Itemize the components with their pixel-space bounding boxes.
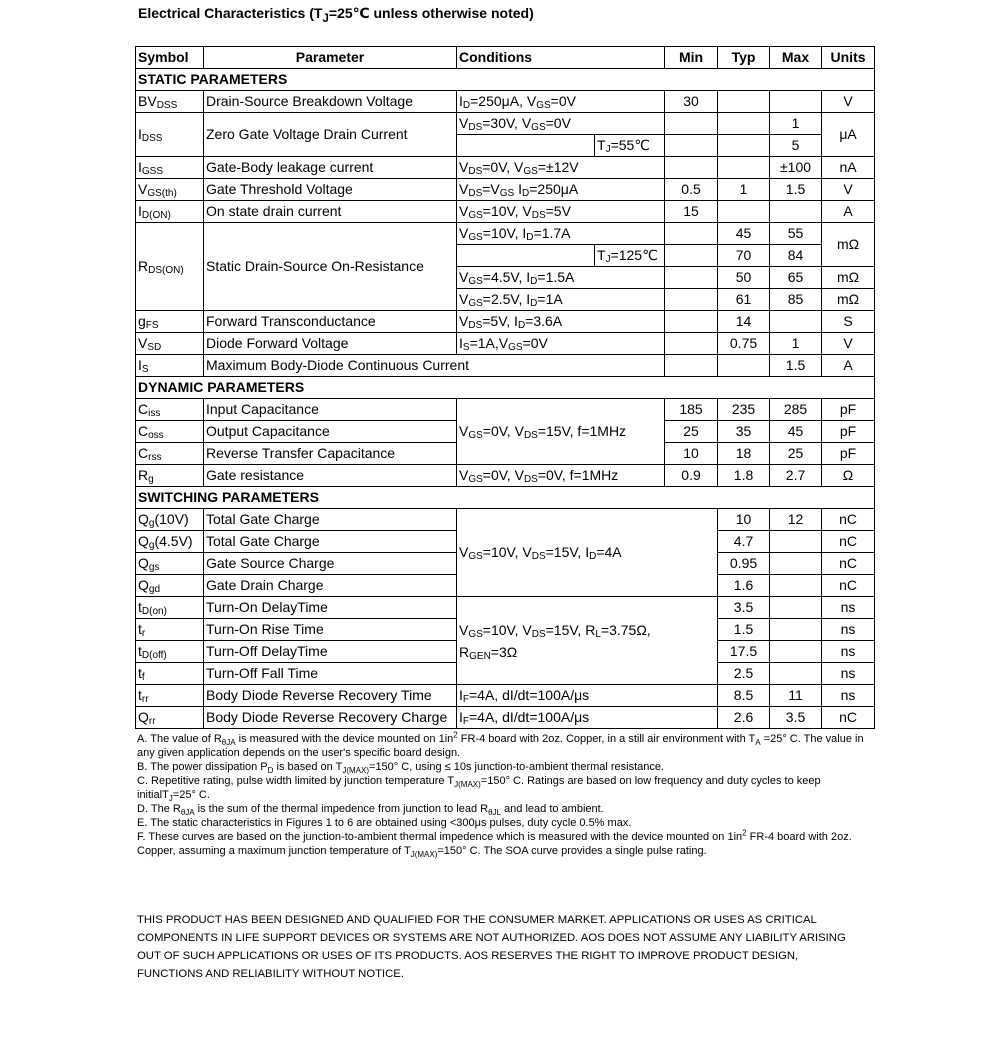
- parameter-cell: Turn-On Rise Time: [204, 619, 457, 641]
- typ-cell: 1.8: [718, 465, 770, 487]
- max-cell: 1.5: [770, 355, 822, 377]
- table-row: [136, 355, 875, 377]
- parameter-cell: Static Drain-Source On-Resistance: [204, 223, 457, 311]
- parameter-cell: Zero Gate Voltage Drain Current: [204, 113, 457, 157]
- parameter-cell: Input Capacitance: [204, 399, 457, 421]
- table-row: [136, 597, 875, 619]
- conditions-cell: $I_F=4A$, dI/dt=100A/μs: [457, 707, 718, 729]
- max-cell: 45: [770, 421, 822, 443]
- table-row: [136, 311, 875, 333]
- symbol-cell: $R_g$: [136, 465, 204, 487]
- max-cell: [770, 597, 822, 619]
- table-row: [136, 179, 875, 201]
- symbol-cell: $V_{GS(th)}$: [136, 179, 204, 201]
- typ-cell: 0.95: [718, 553, 770, 575]
- parameter-cell: Output Capacitance: [204, 421, 457, 443]
- max-cell: [770, 553, 822, 575]
- header-symbol: Symbol: [136, 47, 204, 69]
- table-row: [136, 223, 875, 245]
- symbol-cell: $Q_g(10V)$: [136, 509, 204, 531]
- typ-cell: [718, 91, 770, 113]
- parameter-cell: Gate Threshold Voltage: [204, 179, 457, 201]
- min-cell: 30: [665, 91, 718, 113]
- symbol-cell: $C_{iss}$: [136, 399, 204, 421]
- min-cell: [665, 157, 718, 179]
- section-dynamic: DYNAMIC PARAMETERS: [136, 377, 875, 399]
- units-cell: ns: [822, 685, 875, 707]
- header-min: Min: [665, 47, 718, 69]
- min-cell: 10: [665, 443, 718, 465]
- units-cell: pF: [822, 443, 875, 465]
- units-cell: ns: [822, 641, 875, 663]
- table-row: [136, 685, 875, 707]
- symbol-cell: $V_{SD}$: [136, 333, 204, 355]
- footnote-e: E. The static characteristics in Figures 1 to 6 are obtained using <300μs pulses, duty cycle 0.5% max.: [137, 817, 632, 829]
- units-cell: V: [822, 179, 875, 201]
- conditions-cell: $V_{GS}=10V$, $I_D=1.7A$: [457, 223, 665, 245]
- min-cell: 0.9: [665, 465, 718, 487]
- conditions-cell: $V_{GS}=10V$, $V_{DS}=15V$, $I_D=4A$: [457, 509, 718, 597]
- max-cell: 85: [770, 289, 822, 311]
- units-cell: nC: [822, 575, 875, 597]
- max-cell: [770, 619, 822, 641]
- typ-cell: 50: [718, 267, 770, 289]
- section-switching: SWITCHING PARAMETERS: [136, 487, 875, 509]
- typ-cell: 1.6: [718, 575, 770, 597]
- switch-conditions-line2: $R_{GEN}=3\Omega$: [459, 643, 518, 662]
- electrical-characteristics-table: [135, 46, 875, 729]
- symbol-cell: $Q_{gd}$: [136, 575, 204, 597]
- header-units: Units: [822, 47, 875, 69]
- parameter-cell: Body Diode Reverse Recovery Charge: [204, 707, 457, 729]
- min-cell: 185: [665, 399, 718, 421]
- footnote-b: B. The power dissipation $P_D$ is based on $T_{J(MAX)}=150^\circ$ C, using ≤ 10s junction-to-ambient thermal resistance.: [137, 761, 665, 776]
- max-cell: 285: [770, 399, 822, 421]
- parameter-cell: Turn-Off DelayTime: [204, 641, 457, 663]
- max-cell: [770, 201, 822, 223]
- parameter-cell: Reverse Transfer Capacitance: [204, 443, 457, 465]
- symbol-cell: $C_{oss}$: [136, 421, 204, 443]
- min-cell: 15: [665, 201, 718, 223]
- max-cell: 1: [770, 333, 822, 355]
- min-cell: 0.5: [665, 179, 718, 201]
- typ-cell: 45: [718, 223, 770, 245]
- min-cell: 25: [665, 421, 718, 443]
- units-cell: A: [822, 355, 875, 377]
- header-conditions: Conditions: [457, 47, 665, 69]
- typ-cell: 2.6: [718, 707, 770, 729]
- symbol-cell: $I_{GSS}$: [136, 157, 204, 179]
- typ-cell: 17.5: [718, 641, 770, 663]
- table-row: [136, 157, 875, 179]
- typ-cell: [718, 201, 770, 223]
- units-cell: Ω: [822, 465, 875, 487]
- conditions-cell: $V_{GS}=0V$, $V_{DS}=0V$, f=1MHz: [457, 465, 665, 487]
- header-parameter: Parameter: [204, 47, 457, 69]
- max-cell: [770, 663, 822, 685]
- max-cell: 2.7: [770, 465, 822, 487]
- conditions-cell: $I_D=250\mu A$, $V_{GS}=0V$: [457, 91, 665, 113]
- table-row: [136, 201, 875, 223]
- typ-cell: 2.5: [718, 663, 770, 685]
- min-cell: [665, 245, 718, 267]
- parameter-cell: Drain-Source Breakdown Voltage: [204, 91, 457, 113]
- table-row: [136, 399, 875, 421]
- max-cell: [770, 91, 822, 113]
- units-cell: ns: [822, 663, 875, 685]
- table-row: [136, 707, 875, 729]
- parameter-cell: Maximum Body-Diode Continuous Current: [204, 355, 665, 377]
- max-cell: 55: [770, 223, 822, 245]
- typ-cell: 35: [718, 421, 770, 443]
- parameter-cell: Body Diode Reverse Recovery Time: [204, 685, 457, 707]
- symbol-cell: $t_r$: [136, 619, 204, 641]
- min-cell: [665, 267, 718, 289]
- conditions-cell: $V_{GS}=0V$, $V_{DS}=15V$, f=1MHz: [457, 399, 665, 465]
- conditions-cell: $V_{GS}=4.5V$, $I_D=1.5A$: [457, 267, 665, 289]
- header-row: [136, 47, 875, 69]
- symbol-cell: $I_{DSS}$: [136, 113, 204, 157]
- min-cell: [665, 289, 718, 311]
- parameter-cell: Forward Transconductance: [204, 311, 457, 333]
- typ-cell: 235: [718, 399, 770, 421]
- min-cell: [665, 333, 718, 355]
- conditions-cell: [457, 597, 718, 685]
- min-cell: [665, 113, 718, 135]
- table-row: [136, 509, 875, 531]
- max-cell: 5: [770, 135, 822, 157]
- conditions-cell: $V_{DS}=5V$, $I_D=3.6A$: [457, 311, 665, 333]
- typ-cell: [718, 355, 770, 377]
- parameter-cell: Diode Forward Voltage: [204, 333, 457, 355]
- conditions-cell: $I_S=1A,V_{GS}=0V$: [457, 333, 665, 355]
- max-cell: 11: [770, 685, 822, 707]
- parameter-cell: Turn-On DelayTime: [204, 597, 457, 619]
- symbol-cell: $Q_{rr}$: [136, 707, 204, 729]
- max-cell: [770, 531, 822, 553]
- units-cell: mΩ: [822, 223, 875, 267]
- symbol-cell: $C_{rss}$: [136, 443, 204, 465]
- typ-cell: 4.7: [718, 531, 770, 553]
- typ-cell: 1.5: [718, 619, 770, 641]
- max-cell: 25: [770, 443, 822, 465]
- footnote-d: D. The $R_{\theta JA}$ is the sum of the thermal impedence from junction to lead $R_{\theta JL}$ and lead to ambient.: [137, 803, 604, 818]
- conditions-cell: $V_{GS}=2.5V$, $I_D=1A$: [457, 289, 665, 311]
- conditions-blank: [457, 245, 595, 267]
- units-cell: pF: [822, 421, 875, 443]
- footnote-f: F. These curves are based on the junction-to-ambient thermal impedence which is measured with the device mounted on $1in^2$ FR-4 board with 2oz. Copper, assuming a maximum junction temperature of $T_{J(MAX)}=150^\circ$ C. The SOA curve provides a single pulse rating.: [137, 828, 852, 860]
- max-cell: 12: [770, 509, 822, 531]
- table-row: [136, 465, 875, 487]
- parameter-cell: On state drain current: [204, 201, 457, 223]
- typ-cell: [718, 113, 770, 135]
- typ-cell: 10: [718, 509, 770, 531]
- max-cell: ±100: [770, 157, 822, 179]
- symbol-cell: $g_{FS}$: [136, 311, 204, 333]
- tj-condition-cell: $T_J=125℃$: [595, 245, 665, 267]
- max-cell: [770, 575, 822, 597]
- table-row: [136, 333, 875, 355]
- units-cell: nC: [822, 553, 875, 575]
- units-cell: V: [822, 333, 875, 355]
- typ-cell: 3.5: [718, 597, 770, 619]
- conditions-cell: $V_{DS}=30V$, $V_{GS}=0V$: [457, 113, 665, 135]
- units-cell: nC: [822, 509, 875, 531]
- parameter-cell: Gate resistance: [204, 465, 457, 487]
- typ-cell: [718, 135, 770, 157]
- section-static: STATIC PARAMETERS: [136, 69, 875, 91]
- units-cell: ns: [822, 619, 875, 641]
- symbol-cell: $t_{rr}$: [136, 685, 204, 707]
- max-cell: [770, 311, 822, 333]
- units-cell: ns: [822, 597, 875, 619]
- max-cell: [770, 641, 822, 663]
- symbol-cell: $BV_{DSS}$: [136, 91, 204, 113]
- units-cell: mΩ: [822, 289, 875, 311]
- symbol-cell: $t_{D(on)}$: [136, 597, 204, 619]
- switch-conditions-line1: $V_{GS}=10V$, $V_{DS}=15V$, $R_L=3.75\Omega$,: [459, 621, 651, 640]
- symbol-cell: $I_S$: [136, 355, 204, 377]
- conditions-cell: $V_{DS}=0V$, $V_{GS}=\pm 12V$: [457, 157, 665, 179]
- parameter-cell: Gate Source Charge: [204, 553, 457, 575]
- symbol-cell: $t_{D(off)}$: [136, 641, 204, 663]
- units-cell: μA: [822, 113, 875, 157]
- units-cell: mΩ: [822, 267, 875, 289]
- symbol-cell: $Q_g(4.5V)$: [136, 531, 204, 553]
- symbol-cell: $Q_{gs}$: [136, 553, 204, 575]
- conditions-cell: $V_{DS}=V_{GS}$ $I_D=250\mu A$: [457, 179, 665, 201]
- conditions-cell: $I_F=4A$, dI/dt=100A/μs: [457, 685, 718, 707]
- units-cell: V: [822, 91, 875, 113]
- typ-cell: [718, 157, 770, 179]
- units-cell: nC: [822, 531, 875, 553]
- typ-cell: 0.75: [718, 333, 770, 355]
- symbol-cell: $t_f$: [136, 663, 204, 685]
- min-cell: [665, 135, 718, 157]
- parameter-cell: Total Gate Charge: [204, 509, 457, 531]
- typ-cell: 18: [718, 443, 770, 465]
- footnote-c: C. Repetitive rating, pulse width limited by junction temperature $T_{J(MAX)}=150^\circ$ C. Ratings are based on low frequency and duty cycles to keep initialT$_J$=25° C.: [137, 775, 821, 804]
- tj-condition-cell: $T_J=55℃$: [595, 135, 665, 157]
- max-cell: 84: [770, 245, 822, 267]
- section-title: Electrical Characteristics ($T_J=25℃$ unless otherwise noted): [138, 5, 534, 25]
- units-cell: nC: [822, 707, 875, 729]
- max-cell: 3.5: [770, 707, 822, 729]
- min-cell: [665, 311, 718, 333]
- parameter-cell: Total Gate Charge: [204, 531, 457, 553]
- max-cell: 1.5: [770, 179, 822, 201]
- parameter-cell: Gate-Body leakage current: [204, 157, 457, 179]
- symbol-cell: $R_{DS(ON)}$: [136, 223, 204, 311]
- min-cell: [665, 223, 718, 245]
- footnotes: [137, 732, 867, 858]
- table-row: [136, 113, 875, 135]
- symbol-cell: $I_{D(ON)}$: [136, 201, 204, 223]
- units-cell: nA: [822, 157, 875, 179]
- units-cell: A: [822, 201, 875, 223]
- typ-cell: 61: [718, 289, 770, 311]
- conditions-blank: [457, 135, 595, 157]
- min-cell: [665, 355, 718, 377]
- table-row: [136, 91, 875, 113]
- units-cell: pF: [822, 399, 875, 421]
- conditions-cell: $V_{GS}=10V$, $V_{DS}=5V$: [457, 201, 665, 223]
- footnote-a: A. The value of $R_{\theta JA}$ is measured with the device mounted on $1in^2$ FR-4 board with 2oz. Copper, in a still air environment with $T_A =25^\circ$ C. The value in any given application depends on the user's specific board design.: [137, 730, 864, 759]
- typ-cell: 70: [718, 245, 770, 267]
- typ-cell: 8.5: [718, 685, 770, 707]
- units-cell: S: [822, 311, 875, 333]
- max-cell: 65: [770, 267, 822, 289]
- typ-cell: 1: [718, 179, 770, 201]
- typ-cell: 14: [718, 311, 770, 333]
- disclaimer-text: THIS PRODUCT HAS BEEN DESIGNED AND QUALIFIED FOR THE CONSUMER MARKET. APPLICATIONS OR USES AS CRITICAL COMPONENTS IN LIFE SUPPORT DEVICES OR SYSTEMS ARE NOT AUTHORIZED. AOS DOES NOT ASSUME ANY LIABILITY ARISING OUT OF SUCH APPLICATIONS OR USES OF ITS PRODUCTS. AOS RESERVES THE RIGHT TO IMPROVE PRODUCT DESIGN, FUNCTIONS AND RELIABILITY WITHOUT NOTICE.: [137, 914, 846, 980]
- parameter-cell: Gate Drain Charge: [204, 575, 457, 597]
- max-cell: 1: [770, 113, 822, 135]
- parameter-cell: Turn-Off Fall Time: [204, 663, 457, 685]
- header-max: Max: [770, 47, 822, 69]
- header-typ: Typ: [718, 47, 770, 69]
